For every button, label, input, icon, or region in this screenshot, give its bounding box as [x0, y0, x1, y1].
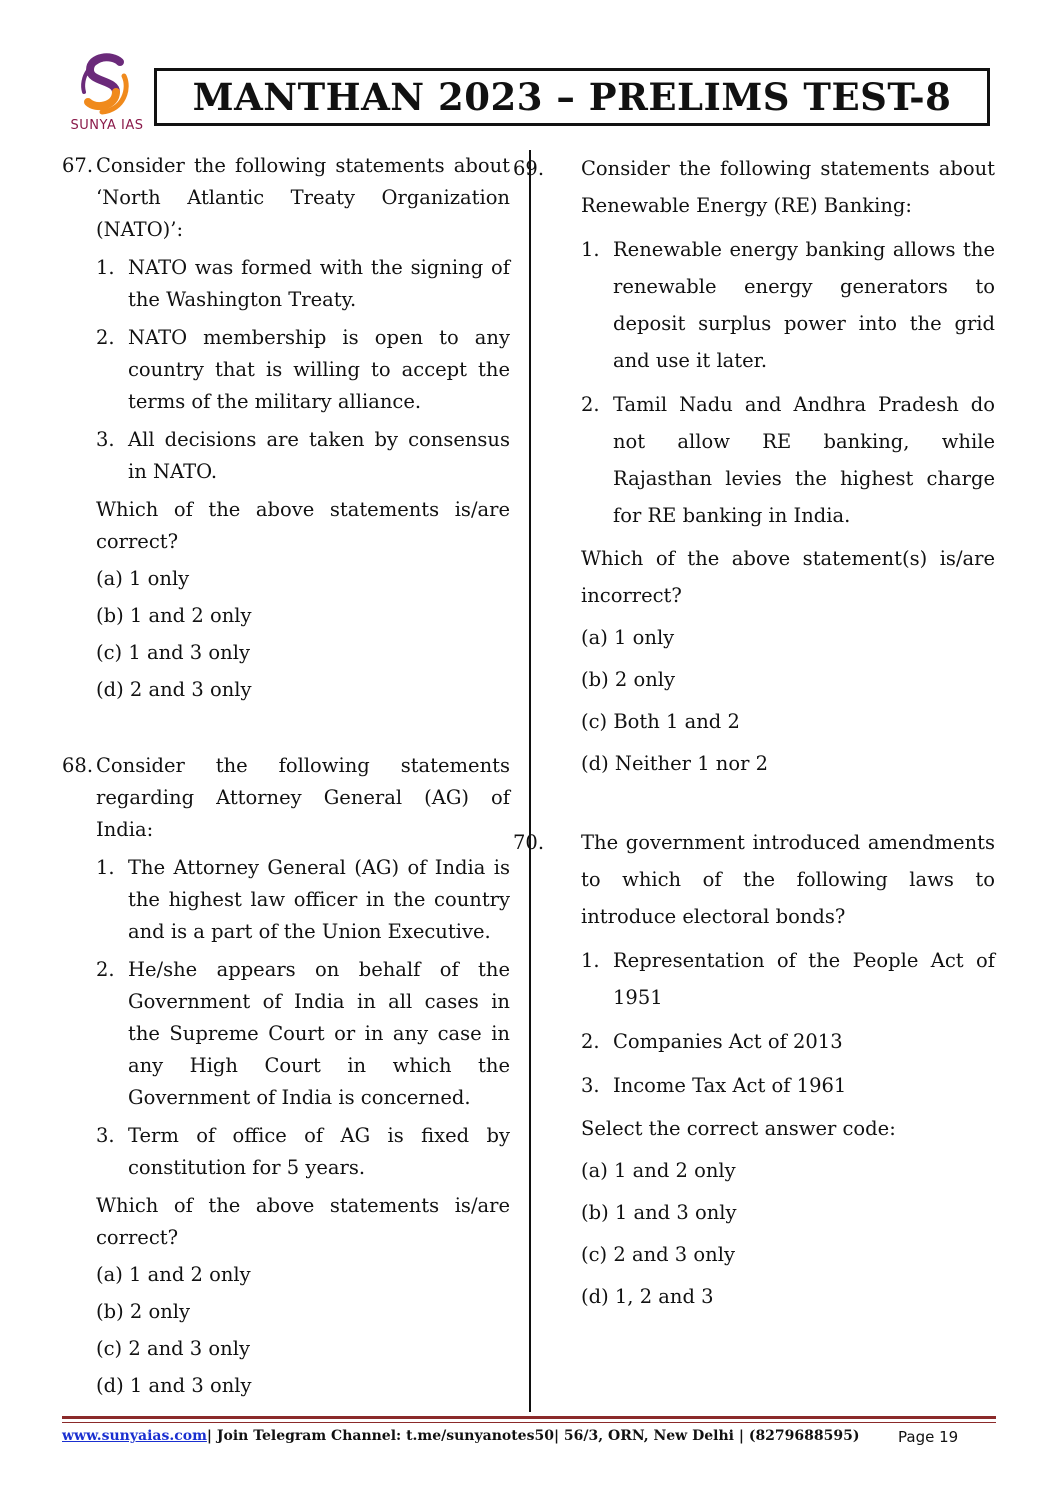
logo-s-icon: [76, 52, 138, 116]
option-b: (b) 2 only: [581, 668, 676, 691]
statement: [581, 386, 995, 534]
statement-number: 1.: [581, 949, 600, 972]
right-column: [513, 150, 995, 1315]
statement-text: Income Tax Act of 1961: [613, 1074, 847, 1097]
option-c: (c) Both 1 and 2: [581, 710, 740, 733]
left-column: [62, 150, 510, 1402]
footer-details: | Join Telegram Channel: t.me/sunyanotes50| 56/3, ORN, New Delhi | (8279688595): [206, 1428, 860, 1444]
option-a: (a) 1 and 2 only: [96, 1263, 251, 1286]
statement: [581, 942, 995, 1016]
question-text: The government introduced amendments to which of the following laws to introduce electoral bonds?: [581, 831, 995, 928]
question-68: [62, 750, 510, 1402]
statement-text: NATO membership is open to any country that is willing to accept the terms of the military alliance.: [128, 326, 510, 413]
statement: [96, 954, 510, 1114]
website-link[interactable]: www.sunyaias.com: [62, 1428, 207, 1444]
statement-number: 3.: [581, 1074, 600, 1097]
statement: [581, 1067, 995, 1104]
footer: [62, 1428, 996, 1448]
option-d: (d) 2 and 3 only: [96, 678, 252, 701]
page-title: MANTHAN 2023 – PRELIMS TEST-8: [192, 75, 952, 119]
statement-text: All decisions are taken by consensus in NATO.: [128, 428, 510, 483]
question-prompt: Select the correct answer code:: [581, 1117, 896, 1140]
statement: [96, 1120, 510, 1184]
question-number: 68.: [62, 754, 94, 777]
question-prompt: Which of the above statement(s) is/are incorrect?: [581, 547, 995, 607]
option-b: (b) 2 only: [96, 1300, 191, 1323]
statement: [96, 252, 510, 316]
question-text: Consider the following statements about Renewable Energy (RE) Banking:: [581, 157, 995, 217]
logo-text: SUNYA IAS: [70, 118, 144, 133]
statement-text: Tamil Nadu and Andhra Pradesh do not allow RE banking, while Rajasthan levies the highest charge for RE banking in India.: [613, 393, 995, 527]
sunya-ias-logo: [62, 52, 152, 138]
option-b: (b) 1 and 2 only: [96, 604, 252, 627]
statement: [581, 1023, 995, 1060]
question-number: 67.: [62, 154, 94, 177]
option-a: (a) 1 and 2 only: [581, 1159, 736, 1182]
statement-text: Renewable energy banking allows the renewable energy generators to deposit surplus power into the grid and use it later.: [613, 238, 995, 372]
footer-rule-thin: [62, 1422, 996, 1423]
statement: [96, 322, 510, 418]
option-a: (a) 1 only: [581, 626, 675, 649]
statement-number: 2.: [581, 1030, 600, 1053]
option-d: (d) 1, 2 and 3: [581, 1285, 714, 1308]
question-69: [513, 150, 995, 782]
title-box: [154, 68, 990, 126]
question-prompt: Which of the above statements is/are correct?: [96, 1194, 510, 1249]
statement-number: 3.: [96, 1124, 115, 1147]
question-text: Consider the following statements regarding Attorney General (AG) of India:: [96, 754, 510, 841]
option-c: (c) 2 and 3 only: [96, 1337, 250, 1360]
statement-text: NATO was formed with the signing of the Washington Treaty.: [128, 256, 510, 311]
statement: [96, 424, 510, 488]
option-d: (d) Neither 1 nor 2: [581, 752, 769, 775]
statement: [96, 852, 510, 948]
option-a: (a) 1 only: [96, 567, 190, 590]
statement-text: The Attorney General (AG) of India is the highest law officer in the country and is a part of the Union Executive.: [128, 856, 510, 943]
question-text: Consider the following statements about ‘North Atlantic Treaty Organization (NATO)’:: [96, 154, 510, 241]
page-number: Page 19: [898, 1428, 959, 1446]
statement-number: 3.: [96, 428, 115, 451]
statement-number: 2.: [96, 326, 115, 349]
question-number: 69.: [513, 157, 545, 180]
question-number: 70.: [513, 831, 545, 854]
statement-number: 1.: [581, 238, 600, 261]
option-d: (d) 1 and 3 only: [96, 1374, 252, 1397]
statement-text: Representation of the People Act of 1951: [613, 949, 995, 1009]
statement: [581, 231, 995, 379]
option-c: (c) 1 and 3 only: [96, 641, 250, 664]
question-67: [62, 150, 510, 706]
statement-number: 2.: [96, 958, 115, 981]
statement-text: He/she appears on behalf of the Government of India in all cases in the Supreme Court or in any case in any High Court in which the Government of India is concerned.: [128, 958, 510, 1109]
statement-number: 1.: [96, 856, 115, 879]
question-70: [513, 824, 995, 1315]
statement-number: 1.: [96, 256, 115, 279]
statement-text: Term of office of AG is fixed by constitution for 5 years.: [128, 1124, 510, 1179]
option-b: (b) 1 and 3 only: [581, 1201, 737, 1224]
option-c: (c) 2 and 3 only: [581, 1243, 735, 1266]
footer-rule: [62, 1416, 996, 1419]
statement-text: Companies Act of 2013: [613, 1030, 843, 1053]
question-prompt: Which of the above statements is/are correct?: [96, 498, 510, 553]
statement-number: 2.: [581, 393, 600, 416]
column-divider: [529, 150, 531, 1412]
